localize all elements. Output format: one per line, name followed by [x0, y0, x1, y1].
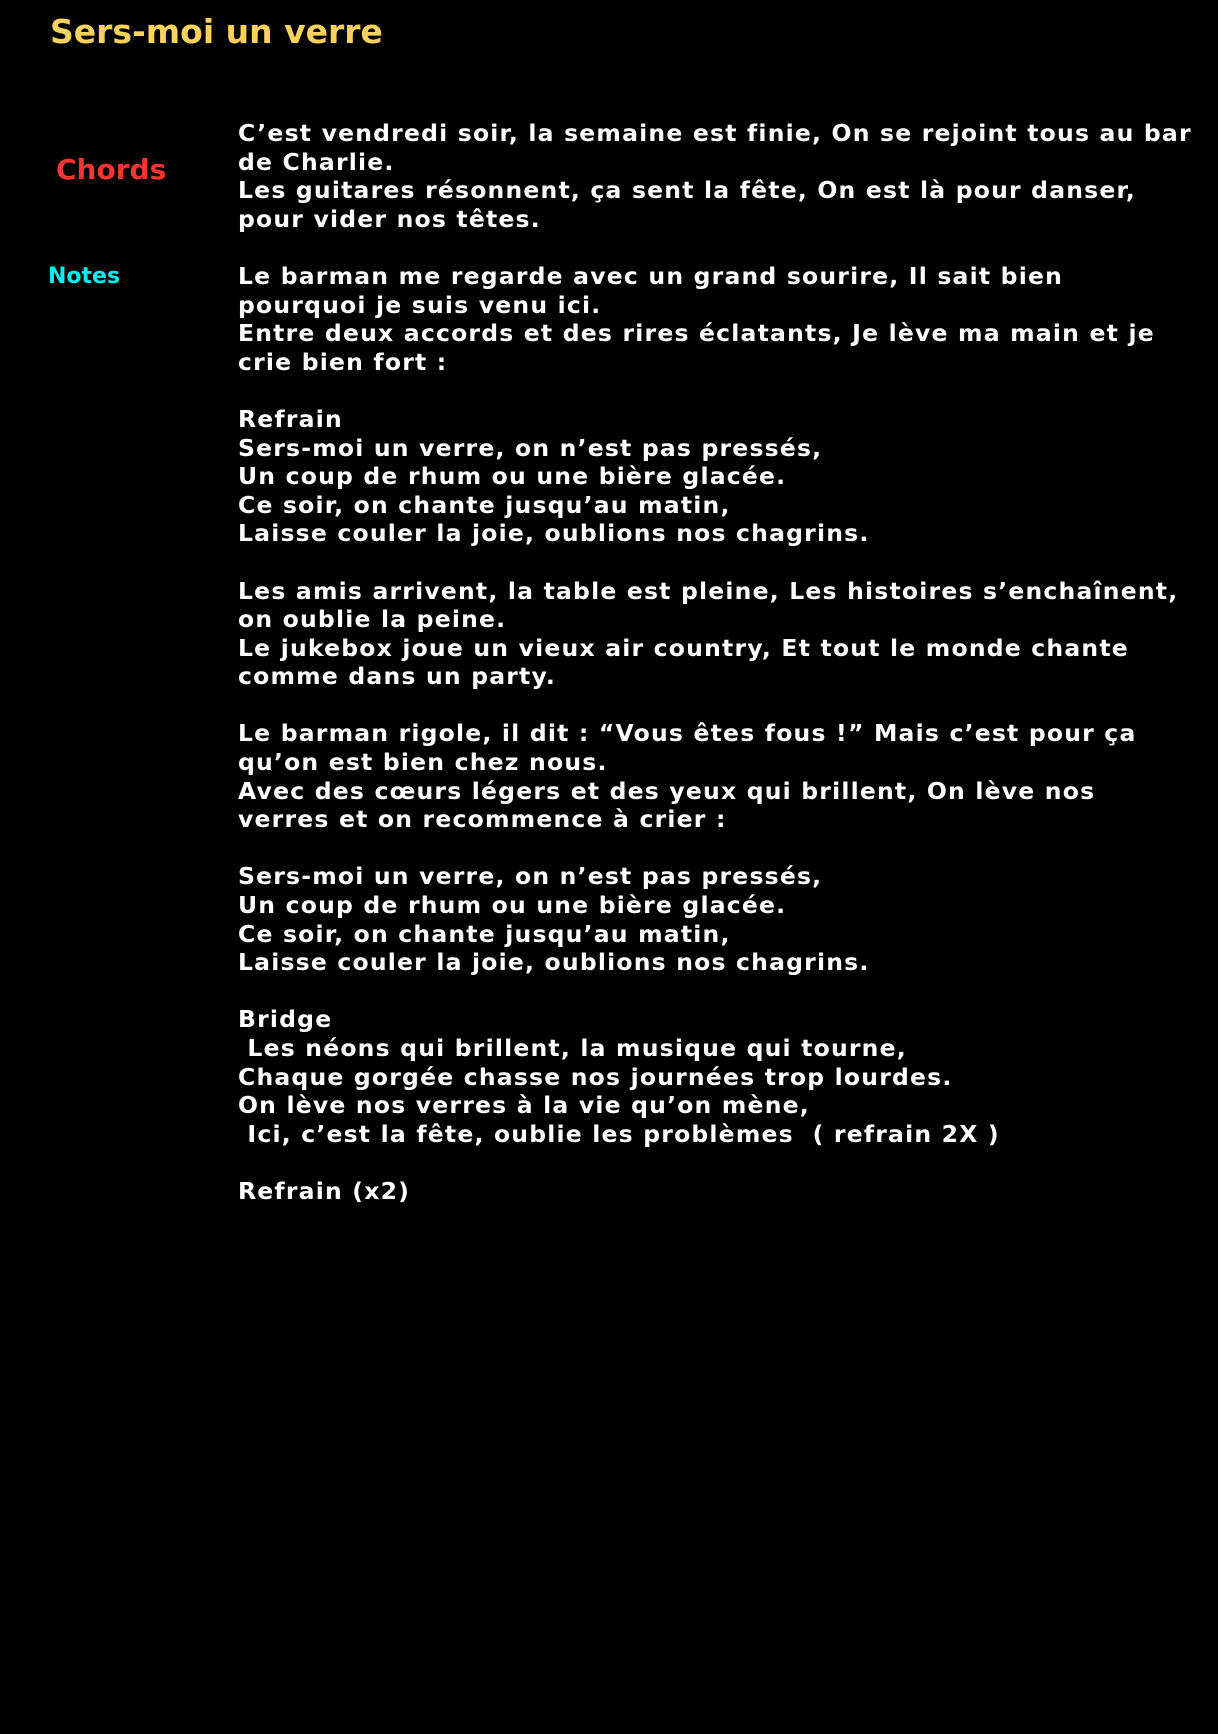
- lyric-line: Un coup de rhum ou une bière glacée.: [238, 891, 787, 920]
- lyrics-body: [238, 119, 1202, 1234]
- stanza-refrain-repeat: [238, 862, 1193, 976]
- lyric-line: Les guitares résonnent, ça sent la fête, On est là pour danser, pour vider nos têtes.: [238, 176, 1146, 233]
- stanza-final-refrain: [238, 1177, 1193, 1206]
- lyric-line: Laisse couler la joie, oublions nos chagrins.: [238, 519, 870, 548]
- lyric-line: Laisse couler la joie, oublions nos chagrins.: [238, 948, 870, 977]
- stanza-verse-2: [238, 262, 1193, 376]
- stanza-verse-3: [238, 577, 1193, 691]
- lyric-line: Les néons qui brillent, la musique qui tourne,: [238, 1034, 907, 1062]
- chords-label: Chords: [56, 153, 167, 186]
- lyric-line: Sers-moi un verre, on n’est pas pressés,: [238, 433, 823, 462]
- lyric-line: C’est vendredi soir, la semaine est finie, On se rejoint tous au bar de Charlie.: [238, 119, 1202, 176]
- lyric-line: Le barman me regarde avec un grand sourire, Il sait bien pourquoi je suis venu ici.: [238, 261, 1073, 319]
- lyric-line: Le barman rigole, il dit : “Vous êtes fous !” Mais c’est pour ça qu’on est bien chez nous.: [238, 719, 1146, 777]
- lyric-line: Sers-moi un verre, on n’est pas pressés,: [238, 862, 823, 891]
- lyric-line: Le jukebox joue un vieux air country, Et tout le monde chante comme dans un party.: [238, 633, 1139, 691]
- lyric-line: Entre deux accords et des rires éclatants, Je lève ma main et je crie bien fort :: [238, 319, 1165, 376]
- lyric-line: Ce soir, on chante jusqu’au matin,: [238, 490, 731, 519]
- section-heading-final-refrain: Refrain (x2): [238, 1176, 411, 1205]
- song-title: Sers-moi un verre: [50, 12, 383, 51]
- lyric-line: Chaque gorgée chasse nos journées trop lourdes.: [238, 1062, 953, 1091]
- stanza-bridge: [238, 1005, 1193, 1148]
- stanza-verse-1: [238, 119, 1202, 233]
- lyric-line: Un coup de rhum ou une bière glacée.: [238, 462, 787, 491]
- notes-label: Notes: [48, 264, 121, 289]
- lyric-line: Avec des cœurs légers et des yeux qui brillent, On lève nos verres et on recommence à crier :: [238, 776, 1105, 834]
- lyric-line: Les amis arrivent, la table est pleine, Les histoires s’enchaînent, on oublie la peine.: [238, 576, 1188, 634]
- section-heading-refrain: Refrain: [238, 404, 343, 433]
- section-heading-bridge: Bridge: [238, 1005, 333, 1034]
- stanza-verse-4: [238, 719, 1193, 833]
- lyric-line: On lève nos verres à la vie qu’on mène,: [238, 1091, 810, 1120]
- lyric-line: Ce soir, on chante jusqu’au matin,: [238, 919, 731, 948]
- lyric-line: Ici, c’est la fête, oublie les problèmes ( refrain 2X ): [238, 1119, 1000, 1148]
- stanza-refrain: [238, 405, 1193, 548]
